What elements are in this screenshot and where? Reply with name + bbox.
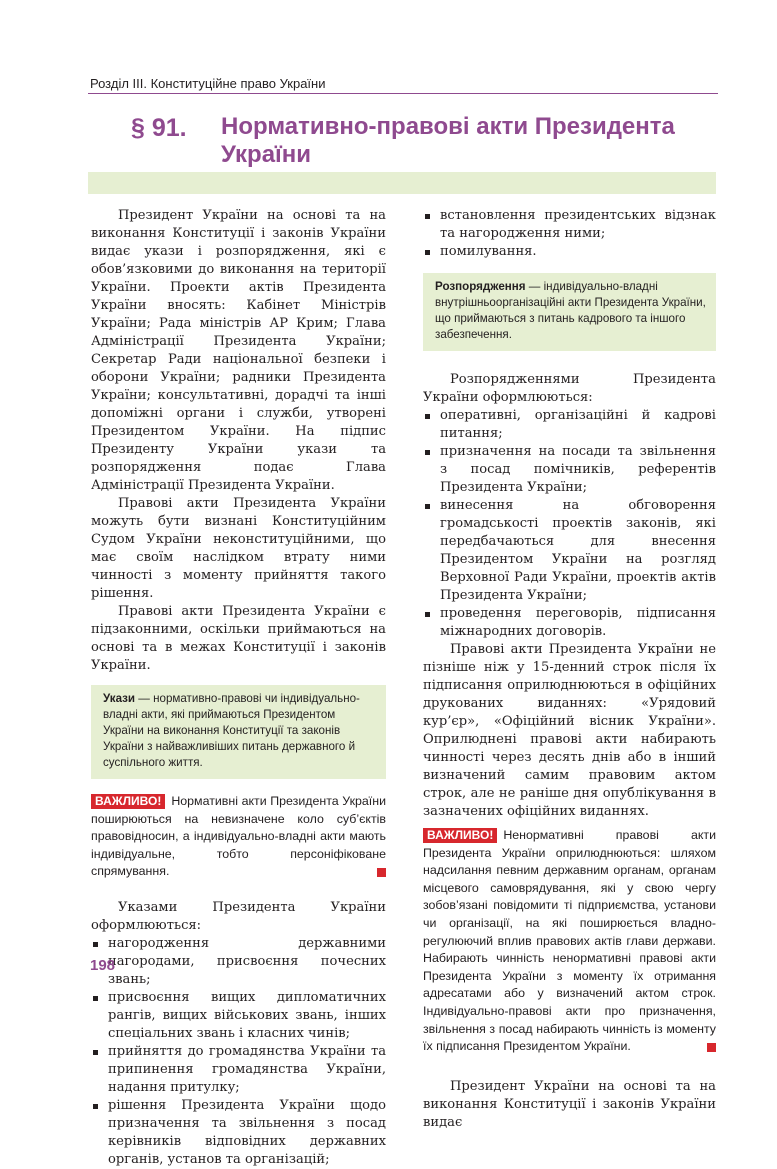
important-note-left bbox=[91, 793, 386, 881]
intro-paragraph: Президент України на основі та на виконання Конституції і законів України видає укази і розпорядження, які є обов’язковими до виконання на території України. Проекти актів Президента України вносять: Кабінет Міністрів України; Рада міністрів АР Крим; Глава Адміністрації Президента України; Секретар Ради національної безпеки і оборони України; радники Президента України; консультативні, дорадчі та інші допоміжні органи і служби, утворені Президентом України. На підпис Президенту України укази та розпорядження подає Глава Адміністрації Президента України. bbox=[91, 208, 386, 493]
definition-term: Розпорядження bbox=[435, 280, 526, 293]
constitutional-court-paragraph: Правові акти Президента України можуть бути визнані Конституційним Судом України неконституційними, що має своїм наслідком втрату ними чинності з моменту прийняття такого рішення. bbox=[91, 496, 386, 601]
list-item: присвоєння вищих дипломатичних рангів, вищих військових звань, інших спеціальних звань і класних чинів; bbox=[91, 989, 386, 1043]
definition-box-rozporiadzhennia bbox=[423, 273, 716, 351]
important-badge: ВАЖЛИВО! bbox=[423, 828, 497, 843]
rozporiadzhennia-list bbox=[423, 407, 716, 641]
important-note-right bbox=[423, 827, 716, 1056]
rozporiadzhennia-list-intro: Розпорядженнями Президента України оформлюються: bbox=[423, 372, 716, 405]
definition-text: — нормативно-правові чи індивідуально-владні акти, які приймаються Президентом України на виконання Конституції та законів України з найважливіших питань державного й суспільного життя. bbox=[103, 692, 360, 769]
list-item: оперативні, організаційні й кадрові питання; bbox=[423, 407, 716, 443]
end-marker bbox=[377, 868, 386, 877]
list-item: помилування. bbox=[423, 243, 716, 261]
section-header: Розділ ІІІ. Конституційне право України bbox=[90, 76, 326, 91]
list-item: винесення на обговорення громадськості проектів законів, які передбачаються для внесення Президентом України на розгляд Верховної Ради України, проектів актів Президента України; bbox=[423, 497, 716, 605]
list-item: призначення на посади та звільнення з посад помічників, референтів Президента України; bbox=[423, 443, 716, 497]
right-column bbox=[423, 207, 716, 1132]
definition-text: — індивідуально-владні внутрішньоорганізаційні акти Президента України, що приймаються з питань кадрового та іншого забезпечення. bbox=[435, 280, 706, 341]
ukazy-list-intro: Указами Президента України оформлюються: bbox=[91, 899, 386, 933]
sublegal-paragraph: Правові акти Президента України є підзаконними, оскільки приймаються на основі та в межах Конституції і законів України. bbox=[91, 604, 386, 673]
important-text: Нормативні акти Президента України поширюються на невизначене коло суб’єктів правовідносин, а індивідуально-владні акти мають індивідуальне, тобто персоніфіковане спрямування. bbox=[91, 794, 386, 879]
ukazy-list bbox=[91, 935, 386, 1169]
title-band bbox=[88, 172, 716, 194]
end-marker bbox=[707, 1043, 716, 1052]
page-number: 198 bbox=[90, 957, 116, 974]
header-divider bbox=[88, 93, 718, 94]
important-badge: ВАЖЛИВО! bbox=[91, 794, 165, 809]
page-title: Нормативно-правові акти Президента України bbox=[221, 113, 675, 168]
closing-paragraph: Президент України на основі та на виконання Конституції і законів України видає bbox=[423, 1078, 716, 1130]
paragraph-number: § 91. bbox=[131, 114, 187, 142]
list-item: рішення Президента України щодо призначення та звільнення з посад керівників відповідних державних органів, установ та організацій; bbox=[91, 1097, 386, 1169]
left-column bbox=[91, 207, 386, 1169]
list-item: встановлення президентських відзнак та нагородження ними; bbox=[423, 207, 716, 243]
list-item: проведення переговорів, підписання міжнародних договорів. bbox=[423, 605, 716, 641]
important-text: Ненормативні правові акти Президента України оприлюднюються: шляхом надсилання певним державним органам, органам місцевого самоврядування, які у свою чергу зобов’язані повідомити ті підприємства, установи чи організації, на які поширюється владно-регулюючий вплив правових актів глави держави. Набирають чинність ненормативні правові акти Президента України з моменту їх отримання адресатами або у визначений актом строк. Індивідуально-правові акти про призначення, звільнення з посад набирають чинність із моменту їх підписання Президентом України. bbox=[423, 828, 716, 1054]
definition-term: Укази bbox=[103, 692, 136, 705]
ukazy-list-continued bbox=[423, 207, 716, 261]
list-item: прийняття до громадянства України та припинення громадянства України, надання притулку; bbox=[91, 1043, 386, 1097]
publication-paragraph: Правові акти Президента України не пізніше ніж у 15-денний строк після їх підписання оприлюднюються в офіційних друкованих виданнях: «Урядовий кур’єр», «Офіційний вісник України». Оприлюднені правові акти набирають чинності через десять днів або в інший визначений самим правовим актом строк, але не раніше дня опублікування в зазначених офіційних виданнях. bbox=[423, 642, 716, 819]
definition-box-ukazy bbox=[91, 685, 386, 779]
list-item: нагородження державними нагородами, присвоєння почесних звань; bbox=[91, 935, 386, 989]
